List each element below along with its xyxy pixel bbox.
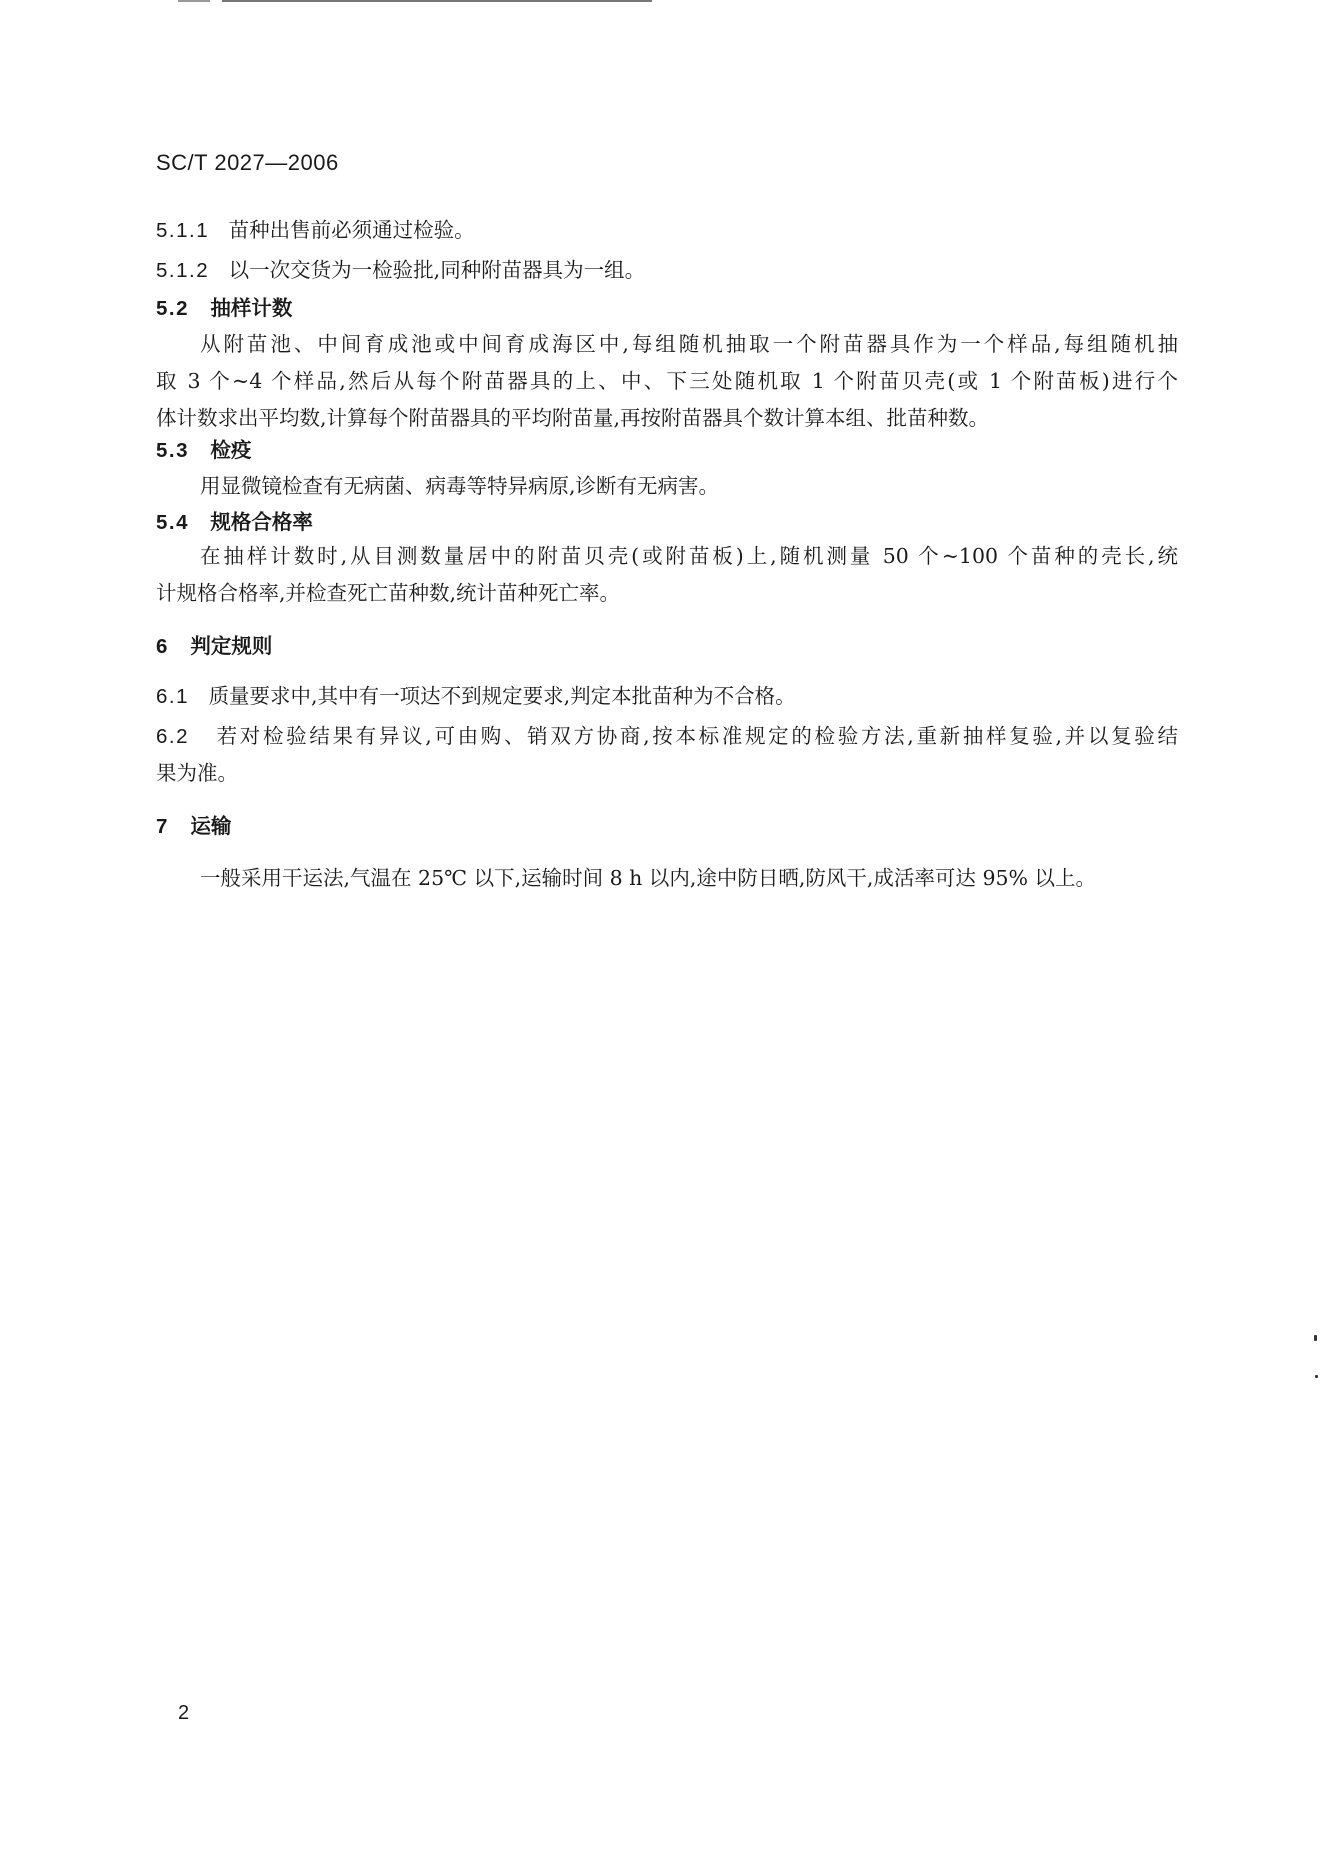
clause-number: 5.4 (156, 511, 189, 534)
clause-number: 6.1 (156, 685, 189, 708)
clause-5-2-heading (156, 294, 292, 323)
page-number: 2 (178, 1702, 190, 1724)
scan-speck (1314, 1335, 1317, 1341)
body-line: 计规格合格率,并检查死亡苗种数,统计苗种死亡率。 (156, 581, 621, 605)
clause-5-3-heading (156, 436, 251, 465)
clause-5-4-heading (156, 508, 313, 537)
clause-5-1-2 (156, 256, 645, 285)
clause-title: 规格合格率 (210, 510, 313, 534)
clause-number: 5.3 (156, 439, 189, 462)
clause-number: 5.1.1 (156, 219, 210, 242)
chapter-7-heading (156, 812, 231, 841)
clause-number: 5.2 (156, 297, 189, 320)
chapter-6-heading (156, 632, 272, 661)
scan-speck (1315, 1375, 1318, 1378)
clause-6-2 (156, 718, 1178, 792)
clause-number: 6.2 (156, 725, 189, 748)
clause-6-1 (156, 682, 796, 711)
scan-artifact-rule (178, 0, 210, 2)
chapter-title: 运输 (190, 814, 232, 838)
clause-title: 检疫 (210, 438, 252, 462)
clause-line: 果为准。 (156, 761, 238, 785)
clause-line (156, 718, 1178, 755)
body-line: 在抽样计数时,从目测数量居中的附苗贝壳(或附苗板)上,随机测量 50 个~100 个苗种的壳长,统 (200, 544, 1178, 568)
clause-text: 苗种出售前必须通过检验。 (228, 218, 475, 242)
clause-5-4-body (156, 538, 1178, 612)
chapter-title: 判定规则 (190, 634, 273, 658)
clause-5-3-body: 用显微镜检查有无病菌、病毒等特异病原,诊断有无病害。 (200, 474, 720, 498)
body-line: 从附苗池、中间育成池或中间育成海区中,每组随机抽取一个附苗器具作为一个样品,每组随机抽 (200, 332, 1178, 356)
clause-text: 质量要求中,其中有一项达不到规定要求,判定本批苗种为不合格。 (208, 684, 796, 708)
body-line: 体计数求出平均数,计算每个附苗器具的平均附苗量,再按附苗器具个数计算本组、批苗种数。 (156, 406, 990, 430)
standard-code-header: SC/T 2027—2006 (156, 150, 339, 175)
clause-text: 以一次交货为一检验批,同种附苗器具为一组。 (228, 258, 646, 282)
body-line: 取 3 个~4 个样品,然后从每个附苗器具的上、中、下三处随机取 1 个附苗贝壳(或 1 个附苗板)进行个 (156, 369, 1178, 393)
clause-title: 抽样计数 (210, 296, 293, 320)
clause-5-1-1 (156, 216, 475, 245)
chapter-number: 6 (156, 635, 169, 658)
chapter-7-body: 一般采用干运法,气温在 25℃ 以下,运输时间 8 h 以内,途中防日晒,防风干,成活率可达 95% 以上。 (200, 866, 1097, 890)
clause-5-2-body (156, 326, 1178, 437)
chapter-number: 7 (156, 815, 169, 838)
clause-text: 若对检验结果有异议,可由购、销双方协商,按本标准规定的检验方法,重新抽样复验,并以复验结 (216, 724, 1178, 748)
scan-artifact-rule (222, 0, 652, 2)
clause-number: 5.1.2 (156, 259, 210, 282)
